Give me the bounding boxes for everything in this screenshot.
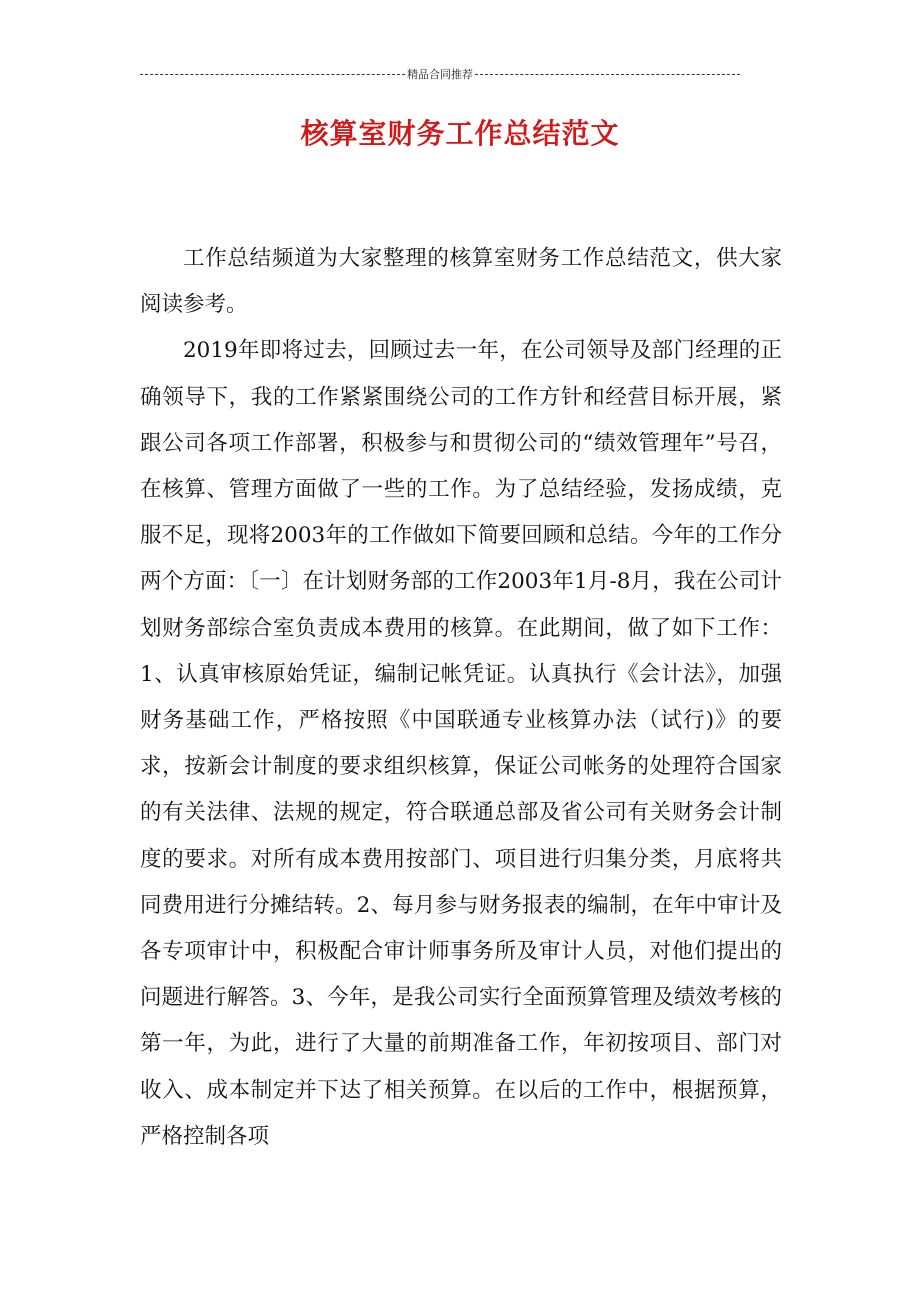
header-dash-right (475, 74, 740, 75)
document-title: 核算室财务工作总结范文 (300, 117, 620, 150)
page-header (140, 66, 740, 82)
header-label: 精品合同推荐 (407, 68, 473, 81)
document-body (140, 236, 782, 1160)
paragraph-main: 2019年即将过去，回顾过去一年，在公司领导及部门经理的正确领导下，我的工作紧紧围绕公司的工作方针和经营目标开展，紧跟公司各项工作部署，积极参与和贯彻公司的“绩效管理年”号召，在核算、管理方面做了一些的工作。为了总结经验，发扬成绩，克服不足，现将2003年的工作做如下简要回顾和总结。今年的工作分两个方面：〔一〕在计划财务部的工作2003年1月-8月，我在公司计划财务部综合室负责成本费用的核算。在此期间，做了如下工作：1、认真审核原始凭证，编制记帐凭证。认真执行《会计法》，加强财务基础工作，严格按照《中国联通专业核算办法（试行)》的要求，按新会计制度的要求组织核算，保证公司帐务的处理符合国家的有关法律、法规的规定，符合联通总部及省公司有关财务会计制度的要求。对所有成本费用按部门、项目进行归集分类，月底将共同费用进行分摊结转。2、每月参与财务报表的编制，在年中审计及各专项审计中，积极配合审计师事务所及审计人员，对他们提出的问题进行解答。3、今年，是我公司实行全面预算管理及绩效考核的第一年，为此，进行了大量的前期准备工作，年初按项目、部门对收入、成本制定并下达了相关预算。在以后的工作中，根据预算，严格控制各项 (140, 338, 782, 1149)
paragraph-intro: 工作总结频道为大家整理的核算室财务工作总结范文，供大家阅读参考。 (140, 246, 782, 318)
header-dash-left (140, 74, 405, 75)
